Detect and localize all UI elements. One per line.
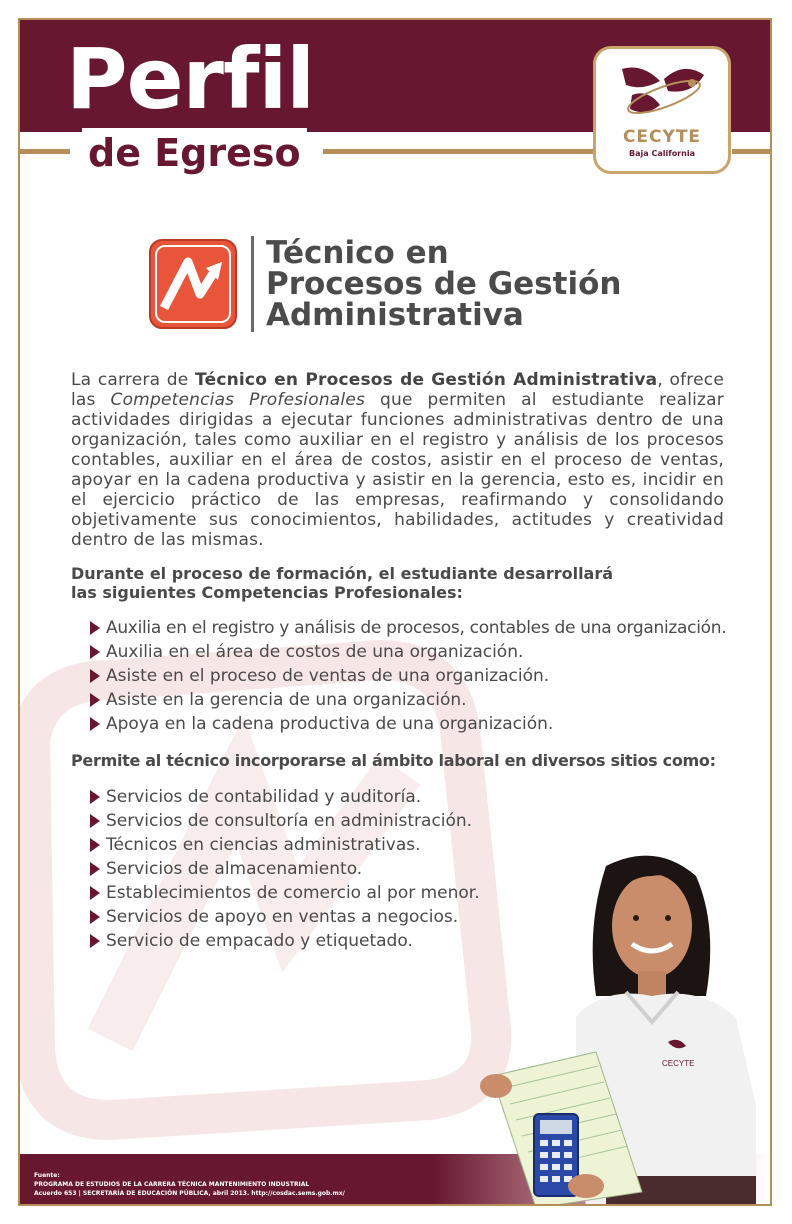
competencias-list — [90, 616, 726, 736]
bullet-arrow-icon — [90, 669, 100, 683]
intro-text-5: que permiten al estudiante realizar actividades dirigidas a ejecutar funciones administrativas dentro de una organización, tales como auxiliar en el registro y análisis de los procesos contables, auxiliar en el área de costos, asistir en el proceso de ventas, apoyar en la cadena productiva y asistir en la gerencia, esto es, incidir en el ejercicio práctico de las empresas, reafirmando y consolidando objetivamente sus conocimientos, habilidades, actitudes y creatividad dentro de las mismas. — [71, 390, 724, 550]
list-item — [90, 616, 726, 640]
intro-career-name: Técnico en Procesos de Gestión Administrativa — [195, 370, 658, 390]
list-item-text: Establecimientos de comercio al por menor. — [106, 883, 480, 903]
list-item — [90, 881, 480, 905]
gold-rule-left — [20, 149, 70, 154]
footer-source-line2: Acuerdo 653 | SECRETARÍA DE EDUCACIÓN PÚBLICA, abril 2013. http://cosdac.sems.gob.mx/ — [34, 1190, 345, 1197]
student-photo — [456, 846, 772, 1206]
list-item-text: Auxilia en el registro y análisis de procesos, contables de una organización. — [106, 618, 727, 638]
list-item-text: Servicios de apoyo en ventas a negocios. — [106, 907, 459, 927]
career-title-line3: Administrativa — [266, 297, 524, 333]
cecyte-logo — [593, 46, 731, 174]
list-item — [90, 905, 480, 929]
poster-frame — [18, 18, 772, 1206]
page-title: Perfil — [66, 30, 315, 128]
intro-text-1: La carrera de — [71, 370, 196, 390]
career-title — [266, 235, 622, 333]
list-item — [90, 785, 480, 809]
bullet-arrow-icon — [90, 790, 100, 804]
logo-region-text: Baja California — [629, 149, 695, 158]
bullet-arrow-icon — [90, 862, 100, 876]
list-item-text: Apoya en la cadena productiva de una organización. — [106, 714, 554, 734]
list-item — [90, 664, 726, 688]
bullet-arrow-icon — [90, 621, 100, 635]
list-item-text: Asiste en la gerencia de una organización. — [106, 690, 467, 710]
list-item — [90, 857, 480, 881]
bullet-arrow-icon — [90, 910, 100, 924]
list-item — [90, 833, 480, 857]
growth-arrow-icon — [148, 238, 238, 330]
bullet-arrow-icon — [90, 838, 100, 852]
page-subtitle: de Egreso — [82, 128, 307, 178]
list-item — [90, 688, 726, 712]
list-item — [90, 809, 480, 833]
intro-text-3: , ofrece las — [71, 370, 724, 410]
ambito-list — [90, 785, 480, 953]
svg-text:CECYTE: CECYTE — [662, 1059, 695, 1068]
gold-rule-far — [732, 149, 772, 154]
bullet-arrow-icon — [90, 693, 100, 707]
list-item-text: Técnicos en ciencias administrativas. — [106, 835, 421, 855]
bullet-arrow-icon — [90, 645, 100, 659]
list-item-text: Servicios de contabilidad y auditoría. — [106, 787, 422, 807]
bullet-arrow-icon — [90, 814, 100, 828]
intro-paragraph — [71, 370, 724, 550]
intro-competencias: Competencias Profesionales — [110, 390, 366, 410]
bullet-arrow-icon — [90, 934, 100, 948]
list-item-text: Servicios de almacenamiento. — [106, 859, 363, 879]
career-title-line1: Técnico en — [266, 235, 449, 271]
cecyte-logo-icon — [612, 61, 712, 127]
list-item-text: Servicios de consultoría en administración. — [106, 811, 473, 831]
gold-rule-right — [323, 149, 593, 154]
list-item — [90, 640, 726, 664]
list-item-text: Servicio de empacado y etiquetado. — [106, 931, 413, 951]
career-title-line2: Procesos de Gestión — [266, 266, 622, 302]
footer-source-label: Fuente: — [34, 1172, 60, 1179]
footer-source-line1: PROGRAMA DE ESTUDIOS DE LA CARRERA TÉCNICA MANTENIMIENTO INDUSTRIAL — [34, 1181, 310, 1188]
logo-brand-text: CECYTE — [622, 127, 702, 147]
ambito-heading: Permite al técnico incorporarse al ámbito laboral en diversos sitios como: — [71, 751, 716, 770]
title-divider — [251, 236, 254, 332]
footer-source — [34, 1171, 345, 1198]
competencias-heading — [71, 564, 613, 602]
bullet-arrow-icon — [90, 717, 100, 731]
bullet-arrow-icon — [90, 886, 100, 900]
list-item-text: Asiste en el proceso de ventas de una organización. — [106, 666, 550, 686]
competencias-heading-line1: Durante el proceso de formación, el estudiante desarrollará — [71, 564, 614, 583]
list-item-text: Auxilia en el área de costos de una organización. — [106, 642, 524, 662]
list-item — [90, 929, 480, 953]
list-item — [90, 712, 726, 736]
competencias-heading-line2: las siguientes Competencias Profesionales: — [71, 583, 463, 602]
